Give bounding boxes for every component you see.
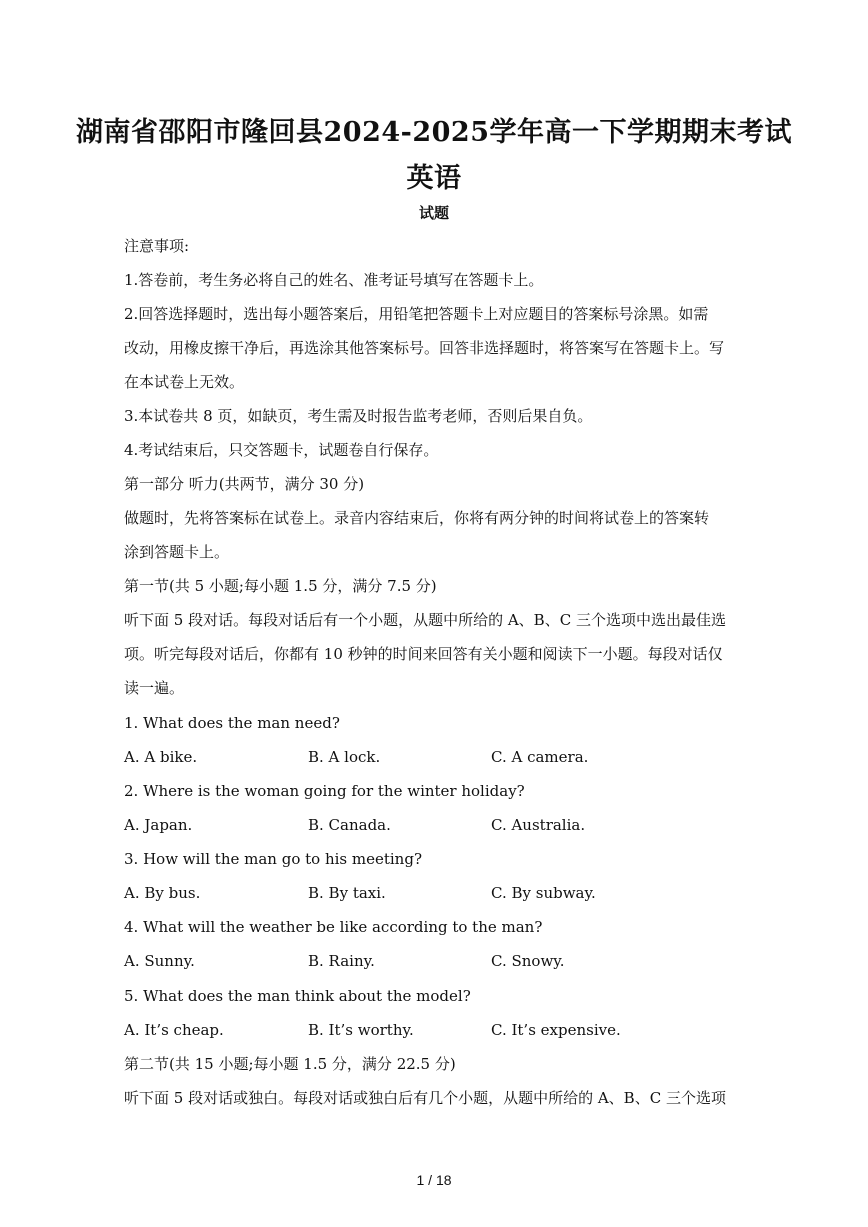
option-b: B. It’s worthy. bbox=[308, 1021, 414, 1039]
note-item: 3.本试卷共 8 页，如缺页，考生需及时报告监考老师，否则后果自负。 bbox=[124, 407, 593, 425]
section2-instruction: 听下面 5 段对话或独白。每段对话或独白后有几个小题，从题中所给的 A、B、C 三个选项 bbox=[124, 1089, 726, 1107]
option-c: C. It’s expensive. bbox=[491, 1021, 621, 1039]
page-number: 1 / 18 bbox=[416, 1172, 452, 1188]
note-item: 改动，用橡皮擦干净后，再选涂其他答案标号。回答非选择题时，将答案写在答题卡上。写 bbox=[124, 339, 725, 357]
part1-instruction: 涂到答题卡上。 bbox=[124, 543, 230, 561]
option-c: C. By subway. bbox=[491, 884, 596, 902]
option-a: A. Sunny. bbox=[124, 952, 195, 970]
notes-heading: 注意事项: bbox=[124, 237, 190, 255]
exam-title: 湖南省邵阳市隆回县2024-2025学年高一下学期期末考试 bbox=[76, 117, 792, 148]
section2-heading: 第二节(共 15 小题;每小题 1.5 分，满分 22.5 分) bbox=[124, 1055, 456, 1073]
part1-instruction: 做题时，先将答案标在试卷上。录音内容结束后，你将有两分钟的时间将试卷上的答案转 bbox=[124, 509, 710, 527]
question-text: 3. How will the man go to his meeting? bbox=[124, 850, 422, 868]
option-c: C. A camera. bbox=[491, 748, 589, 766]
question-text: 2. Where is the woman going for the winter holiday? bbox=[124, 782, 525, 800]
question-text: 5. What does the man think about the model? bbox=[124, 987, 471, 1005]
section1-instruction: 读一遍。 bbox=[124, 679, 185, 697]
question-text: 1. What does the man need? bbox=[124, 714, 340, 732]
question-text: 4. What will the weather be like according to the man? bbox=[124, 918, 543, 936]
section1-instruction: 听下面 5 段对话。每段对话后有一个小题，从题中所给的 A、B、C 三个选项中选出最佳选 bbox=[124, 611, 726, 629]
option-b: B. By taxi. bbox=[308, 884, 386, 902]
section1-heading: 第一节(共 5 小题;每小题 1.5 分，满分 7.5 分) bbox=[124, 577, 437, 595]
option-a: A. A bike. bbox=[124, 748, 198, 766]
note-item: 1.答卷前，考生务必将自己的姓名、准考证号填写在答题卡上。 bbox=[124, 271, 544, 289]
note-item: 2.回答选择题时，选出每小题答案后，用铅笔把答题卡上对应题目的答案标号涂黑。如需 bbox=[124, 305, 709, 323]
option-a: A. Japan. bbox=[124, 816, 193, 834]
note-item: 在本试卷上无效。 bbox=[124, 373, 245, 391]
option-b: B. Canada. bbox=[308, 816, 391, 834]
option-b: B. A lock. bbox=[308, 748, 381, 766]
note-item: 4.考试结束后，只交答题卡，试题卷自行保存。 bbox=[124, 441, 439, 459]
section1-instruction: 项。听完每段对话后，你都有 10 秒钟的时间来回答有关小题和阅读下一小题。每段对话仅 bbox=[124, 645, 723, 663]
option-b: B. Rainy. bbox=[308, 952, 375, 970]
option-c: C. Snowy. bbox=[491, 952, 565, 970]
option-c: C. Australia. bbox=[491, 816, 586, 834]
exam-subject: 英语 bbox=[406, 163, 462, 194]
option-a: A. By bus. bbox=[124, 884, 201, 902]
exam-subtitle: 试题 bbox=[418, 204, 449, 222]
part1-heading: 第一部分 听力(共两节，满分 30 分) bbox=[124, 475, 365, 493]
option-a: A. It’s cheap. bbox=[124, 1021, 224, 1039]
